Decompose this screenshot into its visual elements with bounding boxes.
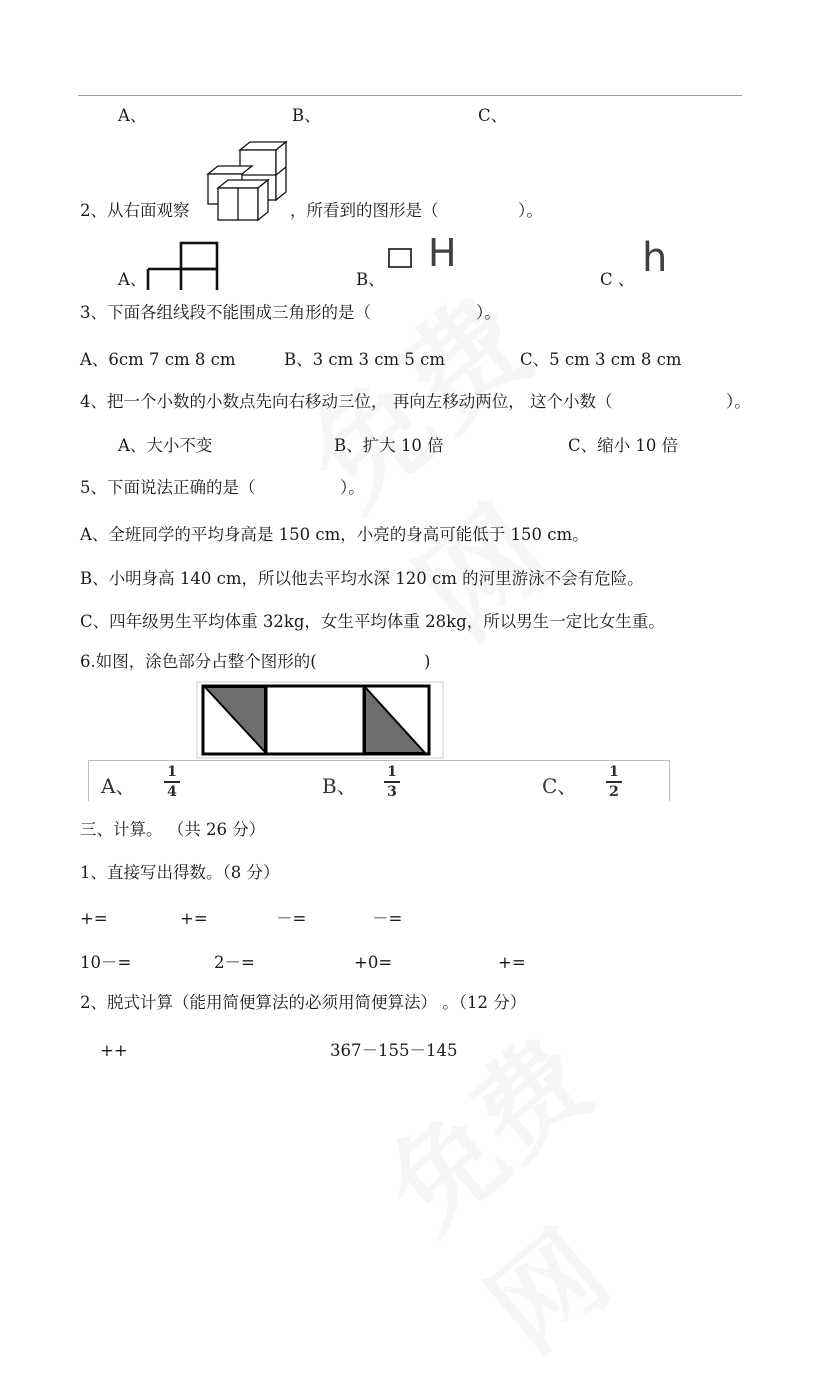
q2-suffix: ，所看到的图形是（: [290, 201, 439, 220]
section3-sub2: 2、脱式计算（能用简便算法的必须用简便算法） 。（12 分）: [80, 993, 527, 1012]
calc-row2-item1: 10－=: [80, 953, 132, 972]
q4-option-a: A、大小不变: [118, 436, 213, 455]
q5-option-c: C、四年级男生平均体重 32kg，女生平均体重 28kg，所以男生一定比女生重。: [80, 612, 665, 631]
q3-question: 3、下面各组线段不能围成三角形的是（: [80, 303, 371, 322]
q1-option-b: B、: [292, 106, 321, 125]
q6-option-a-fraction: [162, 764, 182, 800]
q1-option-a: A、: [118, 106, 147, 125]
q3-option-a: A、6cm 7 cm 8 cm: [80, 350, 236, 369]
q3-close: ）。: [476, 303, 501, 322]
calc-row1-item2: +=: [180, 909, 208, 928]
calc-row3-item2: 367－155－145: [330, 1041, 458, 1060]
fraction-numerator: 1: [609, 764, 619, 780]
calc-row2-item4: +=: [498, 953, 526, 972]
fraction-numerator: 1: [167, 764, 177, 780]
q3-option-c: C、5 cm 3 cm 8 cm: [520, 350, 682, 369]
q6-option-b-fraction: [382, 764, 402, 800]
q2-option-a-figure: [145, 240, 221, 290]
header-rule: [78, 95, 742, 96]
q2-option-c: C 、: [600, 270, 635, 289]
q6-question: 6.如图，涂色部分占整个图形的(: [80, 652, 317, 671]
cube-stack-figure: [204, 138, 290, 224]
q4-option-b: B、扩大 10 倍: [334, 436, 444, 455]
q6-close: ): [424, 652, 431, 671]
q2-option-b: B、: [356, 270, 385, 289]
fraction-denominator: 4: [167, 784, 177, 800]
q6-option-a: A、: [101, 774, 136, 798]
section3-sub1: 1、直接写出得数。（8 分）: [80, 863, 280, 882]
calc-row1-item3: －=: [276, 909, 307, 928]
q5-close: ）。: [340, 478, 365, 497]
calc-row2-item3: +0=: [354, 953, 393, 972]
q2-close: ）。: [518, 201, 543, 220]
q6-option-c-fraction: [604, 764, 624, 800]
fraction-bar: [164, 781, 180, 783]
q2-prefix: 2、从右面观察: [80, 201, 190, 220]
fraction-bar: [606, 781, 622, 783]
q1-option-c: C、: [478, 106, 508, 125]
q2-option-b-glyph: H: [428, 231, 457, 275]
fraction-denominator: 3: [387, 784, 397, 800]
q2-option-a: A、: [118, 270, 147, 289]
q3-option-b: B、3 cm 3 cm 5 cm: [284, 350, 446, 369]
calc-row1-item4: －=: [372, 909, 403, 928]
q4-option-c: C、缩小 10 倍: [568, 436, 679, 455]
calc-row1-item1: +=: [80, 909, 108, 928]
fraction-numerator: 1: [387, 764, 397, 780]
calc-row3-item1: ++: [100, 1041, 128, 1060]
q6-shaded-rectangle-figure: [196, 681, 444, 759]
section3-title: 三、计算。 （共 26 分）: [80, 820, 266, 839]
q2-option-b-square: [388, 248, 412, 268]
q4-question: 4、把一个小数的小数点先向右移动三位， 再向左移动两位， 这个小数（: [80, 392, 613, 411]
q4-close: ）。: [726, 392, 751, 411]
q6-option-b: B、: [322, 774, 357, 798]
q5-option-b: B、小明身高 140 cm，所以他去平均水深 120 cm 的河里游泳不会有危险。: [80, 569, 644, 588]
q6-option-c: C、: [542, 774, 578, 798]
q5-option-a: A、全班同学的平均身高是 150 cm，小亮的身高可能低于 150 cm。: [80, 525, 589, 544]
q5-question: 5、下面说法正确的是（: [80, 478, 256, 497]
fraction-bar: [384, 781, 400, 783]
fraction-denominator: 2: [609, 784, 619, 800]
calc-row2-item2: 2－=: [214, 953, 255, 972]
q2-option-c-glyph: h: [642, 235, 668, 281]
